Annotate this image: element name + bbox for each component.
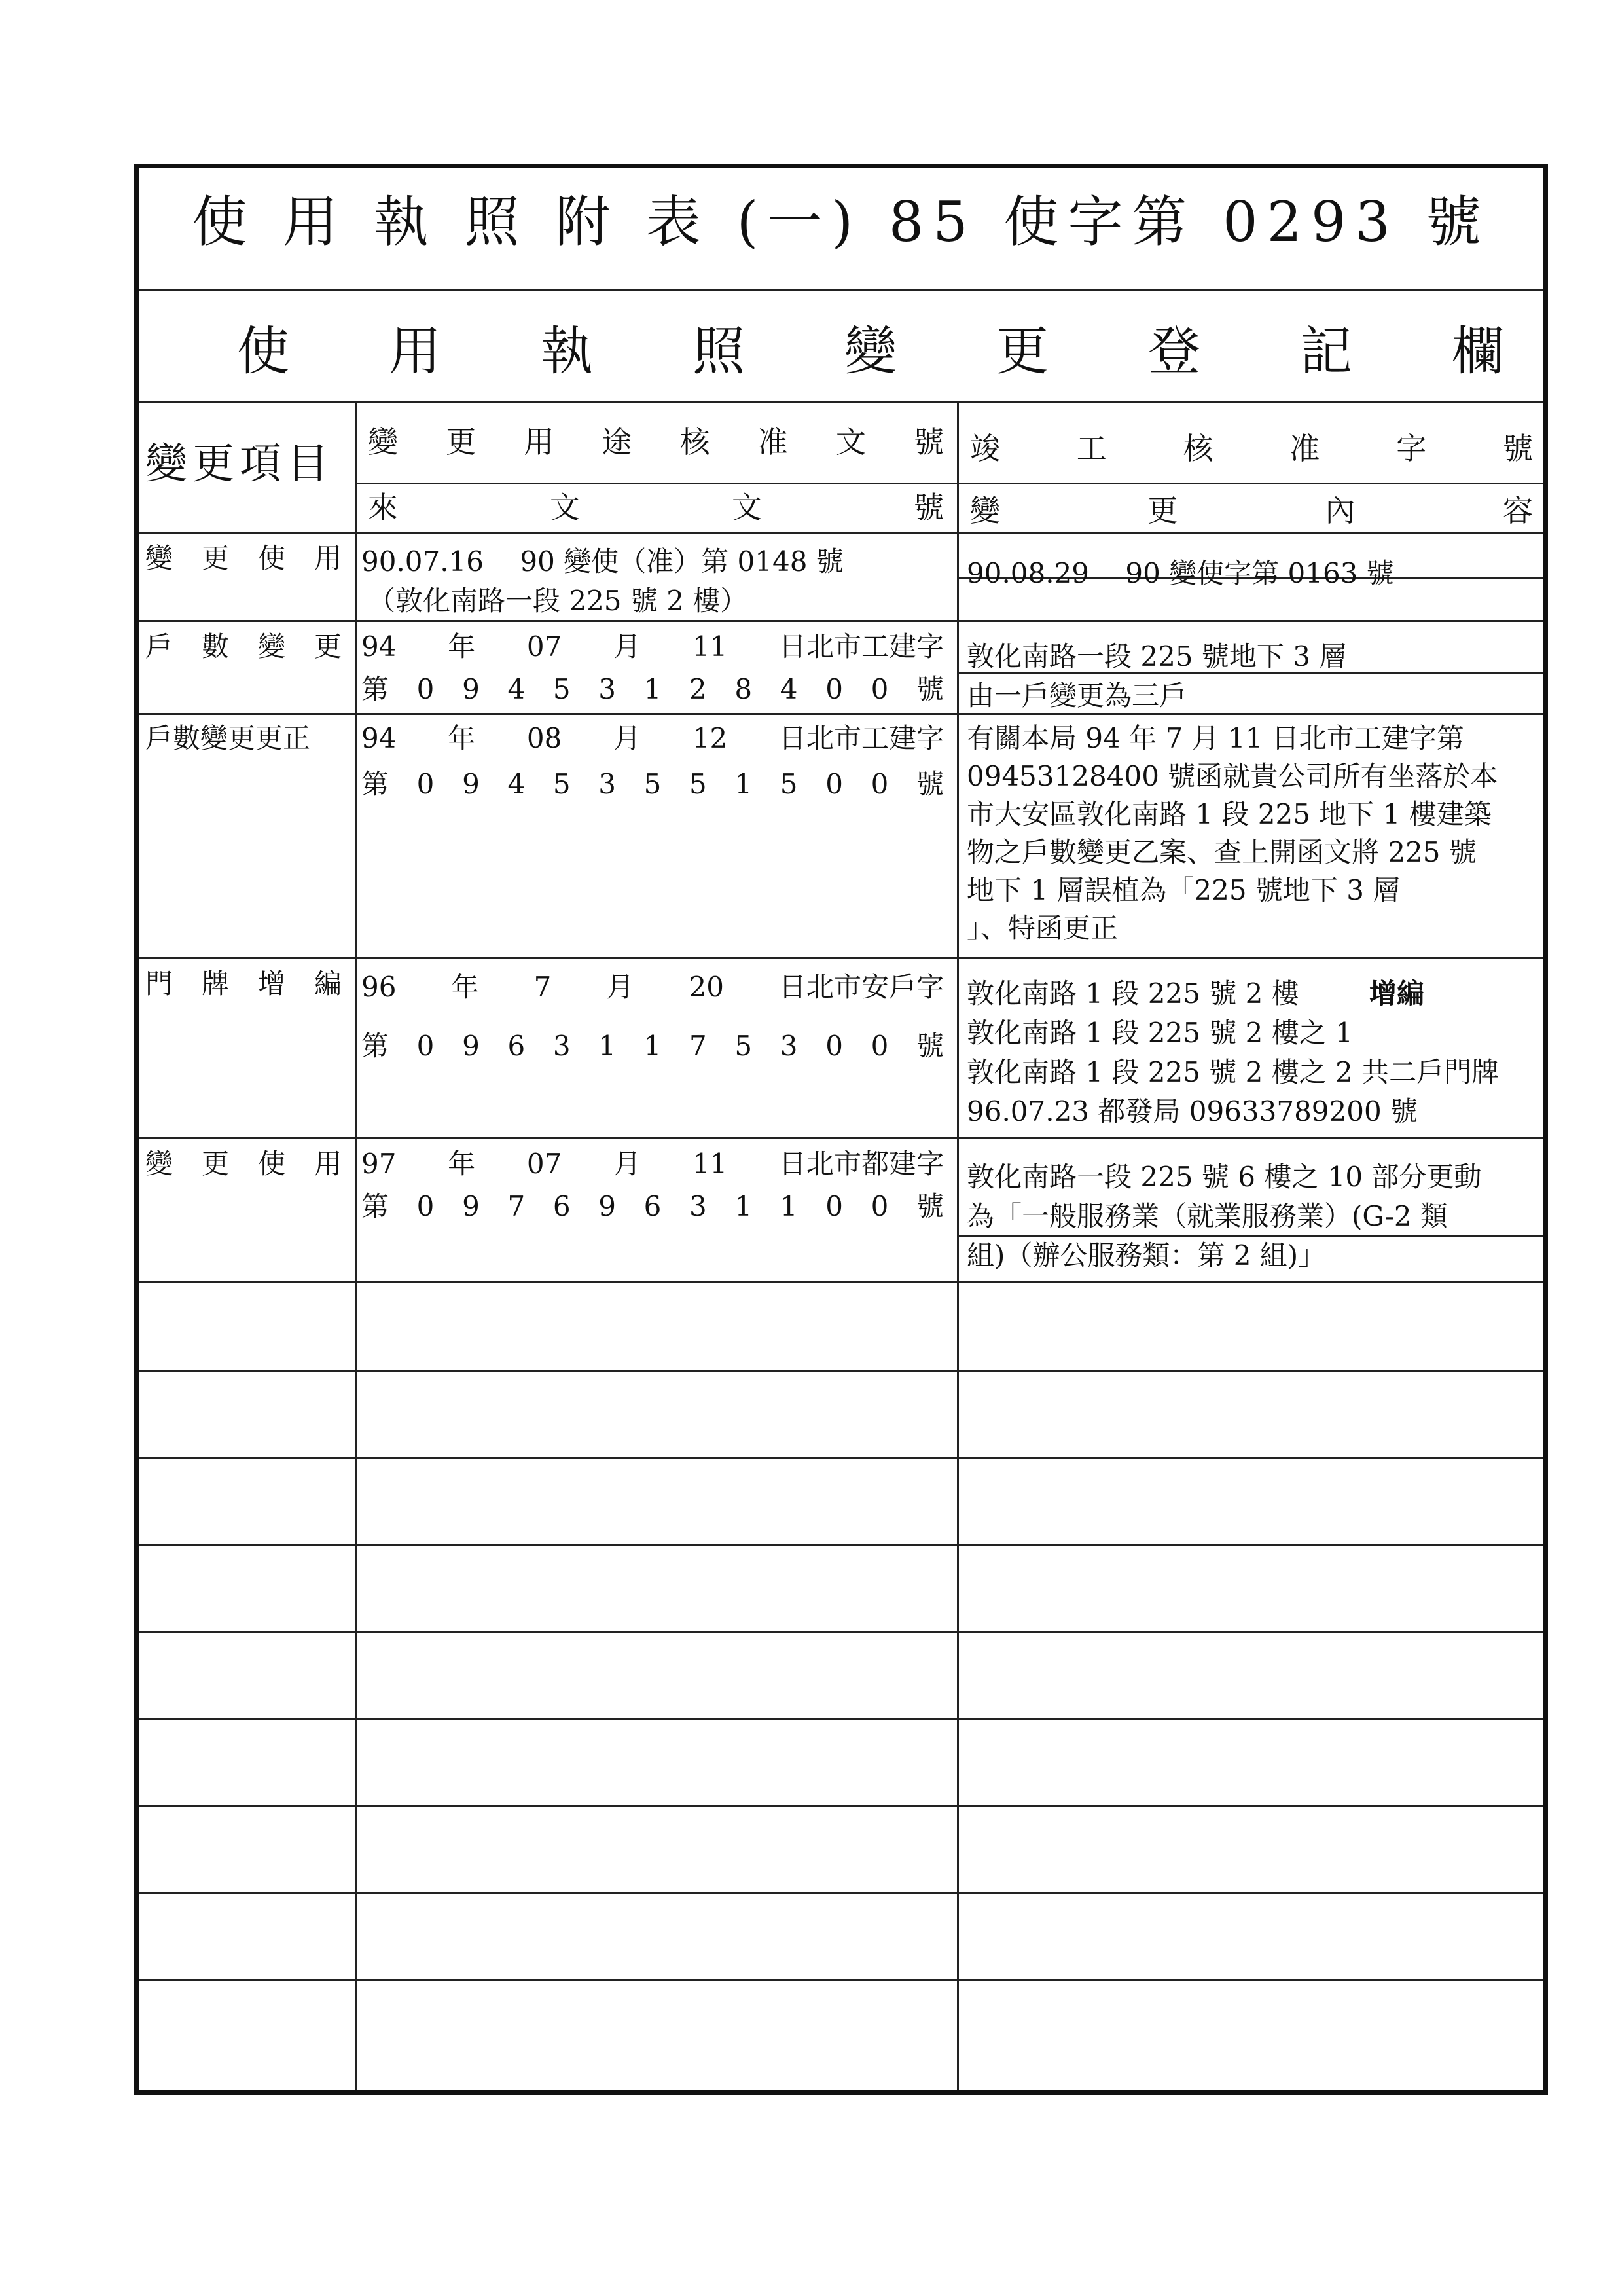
col-rule-2	[957, 401, 959, 2090]
row-content-line: 市大安區敦化南路 1 段 225 地下 1 樓建築	[967, 798, 1492, 830]
doc-token: 08	[526, 722, 562, 754]
header-char: 准	[1289, 431, 1320, 466]
doc-token: 9	[462, 673, 480, 705]
header-char: 文	[732, 490, 762, 525]
rule-row2	[139, 713, 1543, 715]
doc-token: 3	[598, 768, 616, 800]
doc-token: 4	[507, 768, 526, 800]
label-char: 更	[314, 630, 342, 663]
doc-token: 1	[780, 1190, 798, 1222]
label-char: 變	[145, 542, 173, 574]
row-content-line: 敦化南路一段 225 號 6 樓之 10 部分更動	[967, 1161, 1482, 1193]
label-char: 更	[201, 542, 229, 574]
row-doc-line2	[361, 768, 944, 800]
doc-token: 日北市工建字	[778, 722, 944, 754]
rule-row5-content	[957, 1235, 1543, 1237]
label-char: 變	[257, 630, 285, 663]
doc-token: 0	[825, 1030, 843, 1062]
header-col2-bottom	[368, 490, 944, 525]
label-char: 使	[257, 1148, 285, 1180]
doc-token: 日北市都建字	[778, 1148, 944, 1180]
row-item-label	[145, 970, 342, 998]
doc-token: 0	[871, 673, 889, 705]
row-content-line: 組)（辦公服務類：第 2 組)」	[967, 1239, 1326, 1271]
row-item-label: 戶數變更更正	[145, 722, 311, 754]
header-char: 核	[1183, 431, 1214, 466]
label-char: 門	[145, 968, 173, 1000]
rule-empty-2	[139, 1457, 1543, 1459]
header-char: 字	[1396, 431, 1427, 466]
header-item: 變更項目	[145, 440, 334, 488]
label-char: 編	[314, 968, 342, 1000]
doc-token: 3	[780, 1030, 798, 1062]
doc-token: 94	[361, 722, 397, 754]
doc-token: 3	[689, 1190, 707, 1222]
doc-token: 1	[734, 1190, 753, 1222]
label-char: 增	[257, 968, 285, 1000]
doc-token: 5	[734, 1030, 753, 1062]
row-doc-line1	[361, 971, 944, 1003]
row-item-label	[145, 1150, 342, 1178]
doc-token: 0	[416, 1030, 435, 1062]
row-content-line: 09453128400 號函就貴公司所有坐落於本	[967, 760, 1498, 792]
row-doc-line2	[361, 1032, 944, 1060]
doc-token: 年	[451, 971, 479, 1003]
row-doc-line2	[361, 1190, 944, 1222]
doc-token: 月	[613, 630, 641, 663]
doc-token: 5	[643, 768, 662, 800]
rule-empty-6	[139, 1805, 1543, 1807]
doc-token: 11	[692, 630, 728, 663]
doc-token: 9	[598, 1190, 616, 1222]
doc-token: 5	[552, 768, 571, 800]
label-char: 用	[314, 1148, 342, 1180]
subtitle-char: 欄	[1452, 321, 1504, 382]
header-char: 工	[1076, 431, 1107, 466]
doc-token: 94	[361, 630, 397, 663]
rule-row3	[139, 957, 1543, 959]
header-char: 變	[970, 493, 1000, 528]
doc-token: 日北市工建字	[778, 630, 944, 663]
doc-token: 7	[507, 1190, 526, 1222]
doc-token: 0	[825, 1190, 843, 1222]
row-content-line: 敦化南路 1 段 225 號 2 樓之 1	[967, 1017, 1353, 1049]
doc-token: 1	[643, 673, 662, 705]
rule-row2-content	[957, 672, 1543, 674]
doc-token: 7	[533, 971, 552, 1003]
row-doc-line1	[361, 630, 944, 663]
subtitle-char: 照	[692, 321, 745, 382]
header-col2-top	[368, 424, 944, 460]
doc-token: 9	[462, 1190, 480, 1222]
permit-form	[134, 164, 1548, 2095]
row-content-line: 」、特函更正	[967, 912, 1119, 944]
doc-token: 號	[916, 1030, 944, 1062]
subtitle-char: 更	[996, 321, 1049, 382]
doc-token: 1	[643, 1030, 662, 1062]
doc-token: 年	[448, 630, 476, 663]
row-doc-line1	[361, 722, 944, 754]
header-char: 更	[446, 424, 476, 460]
header-char: 號	[1502, 431, 1533, 466]
header-char: 容	[1502, 493, 1533, 528]
doc-token: 6	[552, 1190, 571, 1222]
doc-token: 0	[871, 768, 889, 800]
doc-token: 2	[689, 673, 707, 705]
label-char: 使	[257, 542, 285, 574]
rule-empty-4	[139, 1631, 1543, 1633]
doc-token: 4	[780, 673, 798, 705]
row-content-line: 敦化南路 1 段 225 號 2 樓	[967, 977, 1299, 1010]
label-char: 用	[314, 542, 342, 574]
header-char: 文	[550, 490, 580, 525]
header-col3-top	[970, 433, 1533, 464]
doc-token: 97	[361, 1148, 397, 1180]
rule-empty-1	[139, 1370, 1543, 1372]
doc-token: 6	[643, 1190, 662, 1222]
doc-token: 1	[734, 768, 753, 800]
header-char: 准	[757, 424, 788, 460]
col-rule-1	[355, 401, 357, 2090]
doc-token: 月	[613, 722, 641, 754]
header-char: 途	[602, 424, 632, 460]
rule-header	[139, 532, 1543, 534]
label-char: 更	[201, 1148, 229, 1180]
header-char: 更	[1147, 493, 1178, 528]
doc-token: 96	[361, 971, 397, 1003]
doc-token: 年	[448, 1148, 476, 1180]
rule-empty-3	[139, 1544, 1543, 1546]
header-char: 文	[835, 424, 866, 460]
subtitle-char: 用	[389, 321, 441, 382]
doc-token: 7	[689, 1030, 707, 1062]
doc-token: 號	[916, 1190, 944, 1222]
doc-token: 3	[552, 1030, 571, 1062]
doc-token: 0	[416, 673, 435, 705]
doc-token: 07	[526, 630, 562, 663]
doc-token: 0	[416, 768, 435, 800]
label-char: 牌	[201, 968, 229, 1000]
label-char: 戶	[145, 630, 173, 663]
doc-token: 5	[689, 768, 707, 800]
doc-token: 年	[448, 722, 476, 754]
row-doc-line2: （敦化南路一段 225 號 2 樓）	[368, 585, 748, 617]
doc-token: 12	[692, 722, 728, 754]
row-content-line: 地下 1 層誤植為「225 號地下 3 層	[967, 874, 1401, 906]
rule-empty-5	[139, 1718, 1543, 1720]
row-content-line: 有關本局 94 年 7 月 11 日北市工建字第	[967, 722, 1464, 754]
doc-token: 0	[825, 768, 843, 800]
rule-empty-7	[139, 1892, 1543, 1894]
rule-row1	[139, 620, 1543, 622]
row-content: 90.08.29 90 變使字第 0163 號	[967, 557, 1394, 589]
row-content-line: 敦化南路 1 段 225 號 2 樓之 2 共二戶門牌	[967, 1056, 1500, 1088]
rule-row5	[139, 1281, 1543, 1283]
rule-subtitle	[139, 401, 1543, 403]
row-doc-line1: 90.07.16 90 變使（准）第 0148 號	[361, 545, 844, 577]
row-content-line: 物之戶數變更乙案、查上開函文將 225 號	[967, 836, 1477, 868]
page-subtitle	[237, 321, 1504, 382]
doc-token: 4	[507, 673, 526, 705]
doc-token: 月	[606, 971, 634, 1003]
row-item-label	[145, 542, 342, 574]
row-content-line: 96.07.23 都發局 09633789200 號	[967, 1095, 1418, 1127]
doc-token: 9	[462, 768, 480, 800]
label-char: 變	[145, 1148, 173, 1180]
doc-token: 9	[462, 1030, 480, 1062]
doc-token: 07	[526, 1148, 562, 1180]
row-content-line2: 由一戶變更為三戶	[967, 680, 1187, 712]
header-char: 用	[524, 424, 554, 460]
doc-token: 第	[361, 768, 389, 800]
subtitle-char: 變	[844, 321, 897, 382]
rule-empty-8	[139, 1979, 1543, 1981]
rule-row4	[139, 1137, 1543, 1139]
doc-token: 0	[416, 1190, 435, 1222]
row-doc-line2	[361, 673, 944, 705]
header-char: 號	[913, 424, 944, 460]
doc-token: 第	[361, 673, 389, 705]
doc-token: 1	[598, 1030, 616, 1062]
subtitle-char: 使	[237, 321, 289, 382]
content-tag: 增編	[1369, 977, 1425, 1010]
doc-token: 3	[598, 673, 616, 705]
row-content-line: 為「一般服務業（就業服務業）(G-2 類	[967, 1200, 1448, 1232]
doc-token: 日北市安戶字	[778, 971, 944, 1003]
subtitle-char: 登	[1148, 321, 1200, 382]
header-char: 號	[914, 490, 944, 525]
doc-token: 0	[871, 1190, 889, 1222]
row-content-line1: 敦化南路一段 225 號地下 3 層	[967, 640, 1347, 672]
doc-token: 號	[916, 768, 944, 800]
subtitle-char: 執	[541, 321, 593, 382]
header-char: 內	[1325, 493, 1356, 528]
doc-token: 0	[871, 1030, 889, 1062]
header-char: 來	[368, 490, 398, 525]
subtitle-char: 記	[1300, 321, 1352, 382]
page-title: 使 用 執 照 附 表 (一) 85 使字第 0293 號	[192, 190, 1490, 254]
header-char: 變	[368, 424, 398, 460]
doc-token: 11	[692, 1148, 728, 1180]
doc-token: 5	[780, 768, 798, 800]
doc-token: 月	[613, 1148, 641, 1180]
doc-token: 號	[916, 673, 944, 705]
header-char: 竣	[970, 431, 1000, 466]
rule-header-mid	[355, 483, 1543, 484]
doc-token: 8	[734, 673, 753, 705]
header-col3-bottom	[970, 493, 1533, 528]
doc-token: 0	[825, 673, 843, 705]
header-char: 核	[679, 424, 710, 460]
doc-token: 5	[552, 673, 571, 705]
label-char: 數	[201, 630, 229, 663]
row-item-label	[145, 630, 342, 663]
row-doc-line1	[361, 1150, 944, 1178]
doc-token: 第	[361, 1030, 389, 1062]
doc-token: 20	[689, 971, 724, 1003]
rule-title	[139, 289, 1543, 291]
doc-token: 6	[507, 1030, 526, 1062]
doc-token: 第	[361, 1190, 389, 1222]
